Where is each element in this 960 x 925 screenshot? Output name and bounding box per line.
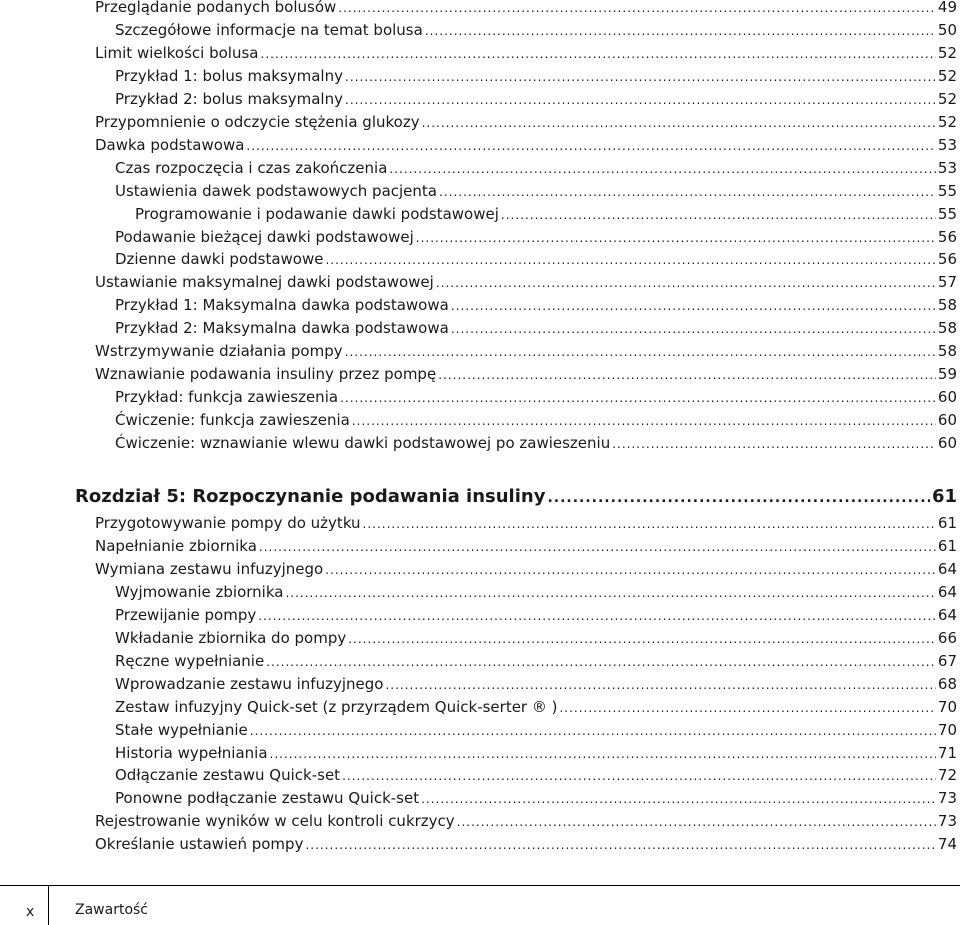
toc-entry[interactable] (115, 602, 957, 624)
toc-entry-title: Napełnianie zbiornika (95, 536, 257, 555)
dot-leader (559, 700, 935, 716)
toc-entry-page: 58 (937, 296, 957, 315)
toc-entry-page: 72 (937, 766, 957, 785)
toc-entry[interactable] (115, 430, 957, 452)
toc-entry-page: 70 (937, 720, 957, 739)
toc-entry[interactable] (115, 648, 957, 670)
dot-leader (340, 390, 936, 406)
toc-entry-page: 73 (937, 789, 957, 808)
toc-entry-page: 58 (937, 342, 957, 361)
toc-entry-title: Stałe wypełnianie (115, 720, 248, 739)
toc-entry-title: Wymiana zestawu infuzyjnego (95, 559, 324, 578)
toc-entry-title: Odłączanie zestawu Quick-set (115, 766, 341, 785)
toc-entry-page: 66 (937, 628, 957, 647)
toc-entry[interactable] (95, 831, 957, 853)
toc-entry[interactable] (115, 717, 957, 739)
toc-entry[interactable] (95, 40, 957, 62)
toc-entry-page: 61 (931, 486, 957, 507)
dot-leader (457, 814, 936, 830)
toc-entry-page: 55 (937, 204, 957, 223)
toc-entry-title: Ustawienia dawek podstawowych pacjenta (115, 181, 437, 200)
dot-leader (385, 677, 935, 693)
toc-entry-title: Szczegółowe informacje na temat bolusa (115, 20, 423, 39)
footer-page-number: x (26, 904, 35, 920)
toc-entry-page: 52 (937, 112, 957, 131)
dot-leader (259, 539, 936, 555)
toc-entry-page: 70 (937, 697, 957, 716)
toc-entry-title: Rozdział 5: Rozpoczynanie podawania insuliny (75, 486, 546, 507)
dot-leader (325, 252, 935, 268)
toc-entry-title: Rejestrowanie wyników w celu kontroli cukrzycy (95, 812, 455, 831)
toc-chapter-heading[interactable] (75, 484, 957, 506)
toc-entry-page: 52 (937, 66, 957, 85)
toc-entry-title: Historia wypełniania (115, 743, 268, 762)
dot-leader (258, 608, 936, 624)
toc-entry-title: Dzienne dawki podstawowe (115, 250, 324, 269)
toc-entry-page: 61 (937, 536, 957, 555)
toc-entry[interactable] (95, 533, 957, 555)
toc-entry-page: 58 (937, 319, 957, 338)
toc-entry-page: 52 (937, 89, 957, 108)
toc-entry-title: Wprowadzanie zestawu infuzyjnego (115, 674, 384, 693)
dot-leader (266, 654, 936, 670)
toc-entry-title: Przykład 2: bolus maksymalny (115, 89, 343, 108)
toc-entry-title: Przypomnienie o odczycie stężenia glukozy (95, 112, 420, 131)
toc-entry-page: 53 (937, 135, 957, 154)
dot-leader (421, 791, 936, 807)
toc-entry-page: 61 (937, 514, 957, 532)
toc-entry-page: 57 (937, 273, 957, 292)
toc-entry[interactable] (115, 694, 957, 716)
toc-entry[interactable] (115, 224, 957, 246)
dot-leader (501, 207, 936, 223)
dot-leader (612, 436, 936, 452)
toc-entry-page: 60 (937, 434, 957, 453)
toc-entry[interactable] (135, 201, 957, 223)
dot-leader (345, 92, 936, 108)
footer-divider (0, 885, 960, 886)
toc-entry-title: Ćwiczenie: funkcja zawieszenia (115, 411, 350, 430)
toc-entry-page: 59 (937, 365, 957, 384)
toc-entry[interactable] (115, 384, 957, 406)
toc-entry[interactable] (95, 0, 957, 16)
dot-leader (338, 0, 936, 16)
toc-entry-title: Wstrzymywanie działania pompy (95, 342, 343, 361)
toc-entry-page: 74 (937, 835, 957, 854)
toc-entry[interactable] (95, 556, 957, 578)
toc-entry-page: 73 (937, 812, 957, 831)
toc-entry-page: 55 (937, 181, 957, 200)
toc-entry-title: Ćwiczenie: wznawianie wlewu dawki podstawowej po zawieszeniu (115, 434, 611, 453)
toc-entry-page: 64 (937, 582, 957, 601)
dot-leader (270, 746, 936, 762)
toc-entry[interactable] (115, 315, 957, 337)
dot-leader (451, 321, 936, 337)
toc-entry-title: Wyjmowanie zbiornika (115, 582, 284, 601)
toc-entry-title: Wznawianie podawania insuliny przez pompę (95, 365, 437, 384)
toc-entry-page: 64 (937, 559, 957, 578)
toc-entry[interactable] (95, 109, 957, 131)
toc-entry-title: Czas rozpoczęcia i czas zakończenia (115, 158, 388, 177)
toc-entry[interactable] (115, 671, 957, 693)
toc-entry[interactable] (115, 762, 957, 784)
toc-entry-title: Ręczne wypełnianie (115, 651, 265, 670)
toc-entry-title: Programowanie i podawanie dawki podstawowej (135, 204, 499, 223)
dot-leader (285, 585, 935, 601)
dot-leader (422, 115, 936, 131)
toc-entry[interactable] (115, 86, 957, 108)
dot-leader (342, 768, 936, 784)
footer-separator (48, 885, 49, 925)
dot-leader (363, 516, 936, 532)
toc-entry-title: Przykład 2: Maksymalna dawka podstawowa (115, 319, 449, 338)
dot-leader (305, 837, 935, 853)
toc-entry-title: Ustawianie maksymalnej dawki podstawowej (95, 273, 434, 292)
dot-leader (352, 413, 936, 429)
toc-entry-page: 50 (937, 20, 957, 39)
toc-entry-title: Dawka podstawowa (95, 135, 245, 154)
toc-entry-title: Ponowne podłączanie zestawu Quick-set (115, 789, 420, 808)
toc-entry-page: 56 (937, 227, 957, 246)
toc-entry[interactable] (115, 246, 957, 268)
toc-entry[interactable] (115, 17, 957, 39)
dot-leader (438, 367, 936, 383)
dot-leader (250, 723, 936, 739)
dot-leader (345, 344, 936, 360)
toc-entry-title: Limit wielkości bolusa (95, 43, 259, 62)
toc-entry[interactable] (115, 740, 957, 762)
toc-entry-title: Zestaw infuzyjny Quick-set (z przyrządem Quick-serter ® ) (115, 697, 558, 716)
toc-entry-title: Przewijanie pompy (115, 605, 257, 624)
toc-entry[interactable] (95, 338, 957, 360)
toc-entry-title: Przykład 1: bolus maksymalny (115, 66, 343, 85)
toc-entry-page: 60 (937, 411, 957, 430)
toc-entry[interactable] (115, 292, 957, 314)
toc-entry[interactable] (115, 579, 957, 601)
toc-entry-page: 52 (937, 43, 957, 62)
toc-entry-title: Podawanie bieżącej dawki podstawowej (115, 227, 414, 246)
footer-section-title: Zawartość (75, 902, 149, 918)
toc-entry[interactable] (115, 625, 957, 647)
toc-entry-title: Przeglądanie podanych bolusów (95, 0, 337, 16)
toc-entry[interactable] (115, 63, 957, 85)
toc-entry[interactable] (95, 510, 957, 532)
dot-leader (348, 631, 936, 647)
toc-entry[interactable] (95, 132, 957, 154)
toc-entry-title: Przykład: funkcja zawieszenia (115, 388, 339, 407)
dot-leader (389, 161, 936, 177)
dot-leader (547, 490, 930, 506)
dot-leader (416, 230, 936, 246)
toc-entry-page: 71 (937, 743, 957, 762)
toc-entry[interactable] (95, 361, 957, 383)
toc-entry-page: 56 (937, 250, 957, 269)
toc-entry-page: 67 (937, 651, 957, 670)
dot-leader (436, 275, 936, 291)
toc-entry-title: Przygotowywanie pompy do użytku (95, 514, 361, 532)
toc-entry-page: 64 (937, 605, 957, 624)
dot-leader (261, 46, 936, 62)
toc-entry-title: Określanie ustawień pompy (95, 835, 304, 854)
toc-entry[interactable] (95, 808, 957, 830)
toc-entry-page: 49 (937, 0, 957, 16)
dot-leader (425, 23, 936, 39)
toc-entry[interactable] (115, 785, 957, 807)
dot-leader (345, 69, 936, 85)
dot-leader (439, 184, 936, 200)
toc-entry-title: Wkładanie zbiornika do pompy (115, 628, 347, 647)
toc-entry[interactable] (115, 155, 957, 177)
toc-entry-page: 53 (937, 158, 957, 177)
dot-leader (325, 562, 936, 578)
toc-entry-title: Przykład 1: Maksymalna dawka podstawowa (115, 296, 449, 315)
toc-entry[interactable] (115, 178, 957, 200)
dot-leader (451, 298, 936, 314)
toc-entry[interactable] (115, 407, 957, 429)
toc-entry[interactable] (95, 269, 957, 291)
dot-leader (246, 138, 935, 154)
toc-entry-page: 68 (937, 674, 957, 693)
toc-entry-page: 60 (937, 388, 957, 407)
